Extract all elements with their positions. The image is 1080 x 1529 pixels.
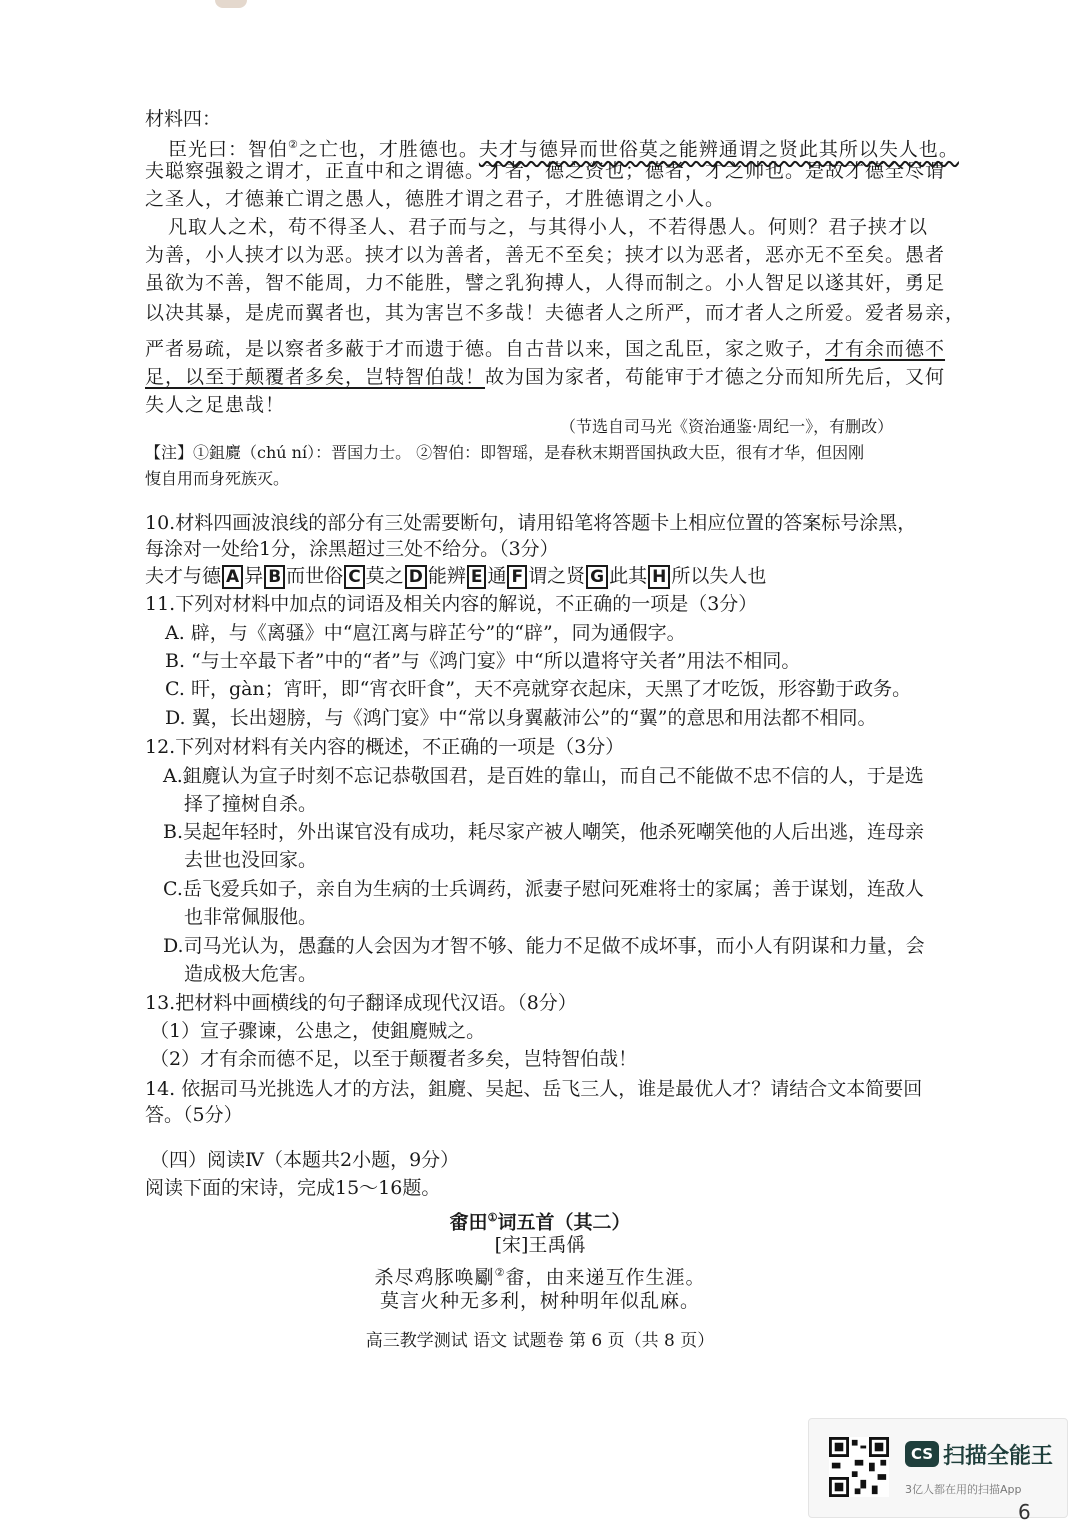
passage-line: 凡取人之术，苟不得圣人、君子而与之，与其得小人，不若得愚人。何则？君子挟才以 bbox=[168, 216, 929, 238]
sentence-fragment: 谓之贤 bbox=[528, 565, 586, 587]
qr-code-icon bbox=[829, 1437, 889, 1497]
poem-line: 莫言火种无多利，树种明年似乱麻。 bbox=[379, 1290, 700, 1312]
question-10-break-options bbox=[145, 563, 766, 589]
sentence-fragment: 而世俗 bbox=[286, 565, 344, 587]
option-b-cont: 去世也没回家。 bbox=[184, 849, 318, 871]
passage-line: 之圣人，才德兼亡谓之愚人，德胜才谓之君子，才胜德谓之小人。 bbox=[145, 188, 726, 210]
option-c-cont: 也非常佩服他。 bbox=[184, 906, 318, 928]
option-c: C.岳飞爱兵如子，亲自为生病的士兵调药，派妻子慰问死难将士的家属；善于谋划，连敌人 bbox=[163, 878, 924, 900]
sentence-fragment: 能辨 bbox=[427, 565, 466, 587]
source-citation: （节选自司马光《资治通鉴·周纪一》，有删改） bbox=[560, 417, 894, 436]
scan-smudge bbox=[215, 0, 247, 8]
passage-line: 足，以至于颠覆者多矣，岂特智伯哉！故为国为家者，苟能审于才德之分而知所先后，又何 bbox=[145, 366, 946, 388]
footnote: 【注】①鉏麑（chú ní）：晋国力士。 ②智伯：即智瑶，是春秋末期晋国执政大臣，很有才华，但因刚 bbox=[145, 443, 865, 462]
passage-line: 严者易疏，是以察者多蔽于才而遗于德。自古昔以来，国之乱臣，家之败子，才有余而德不 bbox=[145, 338, 946, 360]
poem-title: 畬田①词五首（其二） bbox=[449, 1211, 631, 1234]
poem-line: 杀尽鸡豚唤劚②畬，由来递互作生涯。 bbox=[374, 1266, 706, 1289]
camscanner-logo-icon: CS bbox=[905, 1441, 939, 1467]
option-c: C. 旰，gàn；宵旰，即“宵衣旰食”，天不亮就穿衣起床，天黑了才吃饭，形容勤于政务。 bbox=[165, 678, 912, 700]
break-option-box-d: D bbox=[405, 565, 427, 589]
page-footer: 高三教学测试 语文 试题卷 第 6 页（共 8 页） bbox=[365, 1331, 715, 1351]
break-option-box-e: E bbox=[467, 565, 487, 589]
scanner-tagline: 3亿人都在用的扫描App bbox=[905, 1483, 1022, 1496]
question-13-part-2: （2）才有余而德不足，以至于颠覆者多矣，岂特智伯哉！ bbox=[150, 1048, 638, 1070]
question-14-cont: 答。（5分） bbox=[145, 1104, 243, 1126]
passage-line: 以决其暴，是虎而翼者也，其为害岂不多哉！夫德者人之所严，而才者人之所爱。爱者易亲， bbox=[145, 302, 966, 324]
break-option-box-h: H bbox=[648, 565, 670, 589]
question-13: 13.把材料中画横线的句子翻译成现代汉语。（8分） bbox=[145, 992, 577, 1014]
question-14: 14. 依据司马光挑选人才的方法，鉏麑、吴起、岳飞三人，谁是最优人才？请结合文本简要回 bbox=[145, 1078, 923, 1100]
material-title: 材料四： bbox=[145, 108, 222, 130]
section-instruction: 阅读下面的宋诗，完成15～16题。 bbox=[145, 1177, 441, 1199]
option-a: A.鉏麑认为宣子时刻不忘记恭敬国君，是百姓的靠山，而自己不能做不忠不信的人，于是选 bbox=[163, 765, 924, 787]
break-option-box-g: G bbox=[586, 565, 608, 589]
passage-line: 虽欲为不善，智不能周，力不能胜，譬之乳狗搏人，人得而制之。小人智足以遂其奸，勇足 bbox=[145, 272, 946, 294]
option-a: A. 辟，与《离骚》中“扈江离与辟芷兮”的“辟”，同为通假字。 bbox=[165, 622, 686, 644]
sentence-fragment: 夫才与德 bbox=[145, 565, 222, 587]
option-d-cont: 造成极大危害。 bbox=[184, 963, 318, 985]
option-d: D.司马光认为，愚蠢的人会因为才智不够、能力不足做不成坏事，而小人有阴谋和力量，会 bbox=[163, 935, 925, 957]
question-10-cont: 每涂对一处给1分，涂黑超过三处不给分。（3分） bbox=[145, 538, 559, 560]
scanner-app-name: 扫描全能王 bbox=[943, 1444, 1054, 1469]
question-10: 10.材料四画波浪线的部分有三处需要断句，请用铅笔将答题卡上相应位置的答案标号涂黑， bbox=[145, 512, 917, 534]
sentence-fragment: 所以失人也 bbox=[671, 565, 767, 587]
option-b: B.吴起年轻时，外出谋官没有成功，耗尽家产被人嘲笑，他杀死嘲笑他的人后出逃，连母亲 bbox=[163, 821, 925, 843]
sentence-fragment: 异 bbox=[244, 565, 264, 587]
underlined-sentence: 足，以至于颠覆者多矣，岂特智伯哉！ bbox=[145, 366, 486, 388]
sentence-fragment: 通 bbox=[487, 565, 507, 587]
sentence-fragment: 莫之 bbox=[365, 565, 404, 587]
underlined-sentence: 才有余而德不 bbox=[825, 338, 946, 360]
wavy-underlined-sentence: 夫才与德异而世俗莫之能辨通谓之贤此其所以失人也。 bbox=[478, 138, 959, 161]
passage-line: 臣光曰：智伯②之亡也，才胜德也。夫才与德异而世俗莫之能辨通谓之贤此其所以失人也。 bbox=[168, 138, 959, 161]
option-d: D. 翼，长出翅膀，与《鸿门宴》中“常以身翼蔽沛公”的“翼”的意思和用法都不相同。 bbox=[165, 707, 877, 729]
question-12: 12.下列对材料有关内容的概述，不正确的一项是（3分） bbox=[145, 736, 625, 758]
section-heading: （四）阅读Ⅳ（本题共2小题，9分） bbox=[150, 1149, 460, 1171]
sentence-fragment: 此其 bbox=[609, 565, 648, 587]
poem-author: [宋]王禹偁 bbox=[494, 1234, 586, 1256]
break-option-box-b: B bbox=[264, 565, 285, 589]
break-option-box-f: F bbox=[507, 565, 527, 589]
option-b: B. “与士卒最下者”中的“者”与《鸿门宴》中“所以遣将守关者”用法不相同。 bbox=[165, 650, 801, 672]
passage-line: 失人之足患哉！ bbox=[145, 394, 286, 416]
question-13-part-1: （1）宣子骤谏，公患之，使鉏麑贼之。 bbox=[150, 1020, 486, 1042]
footnote: 愎自用而身死族灭。 bbox=[145, 469, 290, 488]
break-option-box-c: C bbox=[344, 565, 364, 589]
option-a-cont: 择了撞树自杀。 bbox=[184, 793, 318, 815]
break-option-box-a: A bbox=[222, 565, 243, 589]
question-11: 11.下列对材料中加点的词语及相关内容的解说，不正确的一项是（3分） bbox=[145, 593, 758, 615]
passage-line: 夫聪察强毅之谓才，正直中和之谓德。才者，德之资也；德者，才之帅也。是故才德全尽谓 bbox=[145, 160, 946, 182]
corner-page-number: 6 bbox=[1018, 1500, 1031, 1524]
passage-line: 为善，小人挟才以为恶。挟才以为善者，善无不至矣；挟才以为恶者，恶亦无不至矣。愚者 bbox=[145, 244, 946, 266]
